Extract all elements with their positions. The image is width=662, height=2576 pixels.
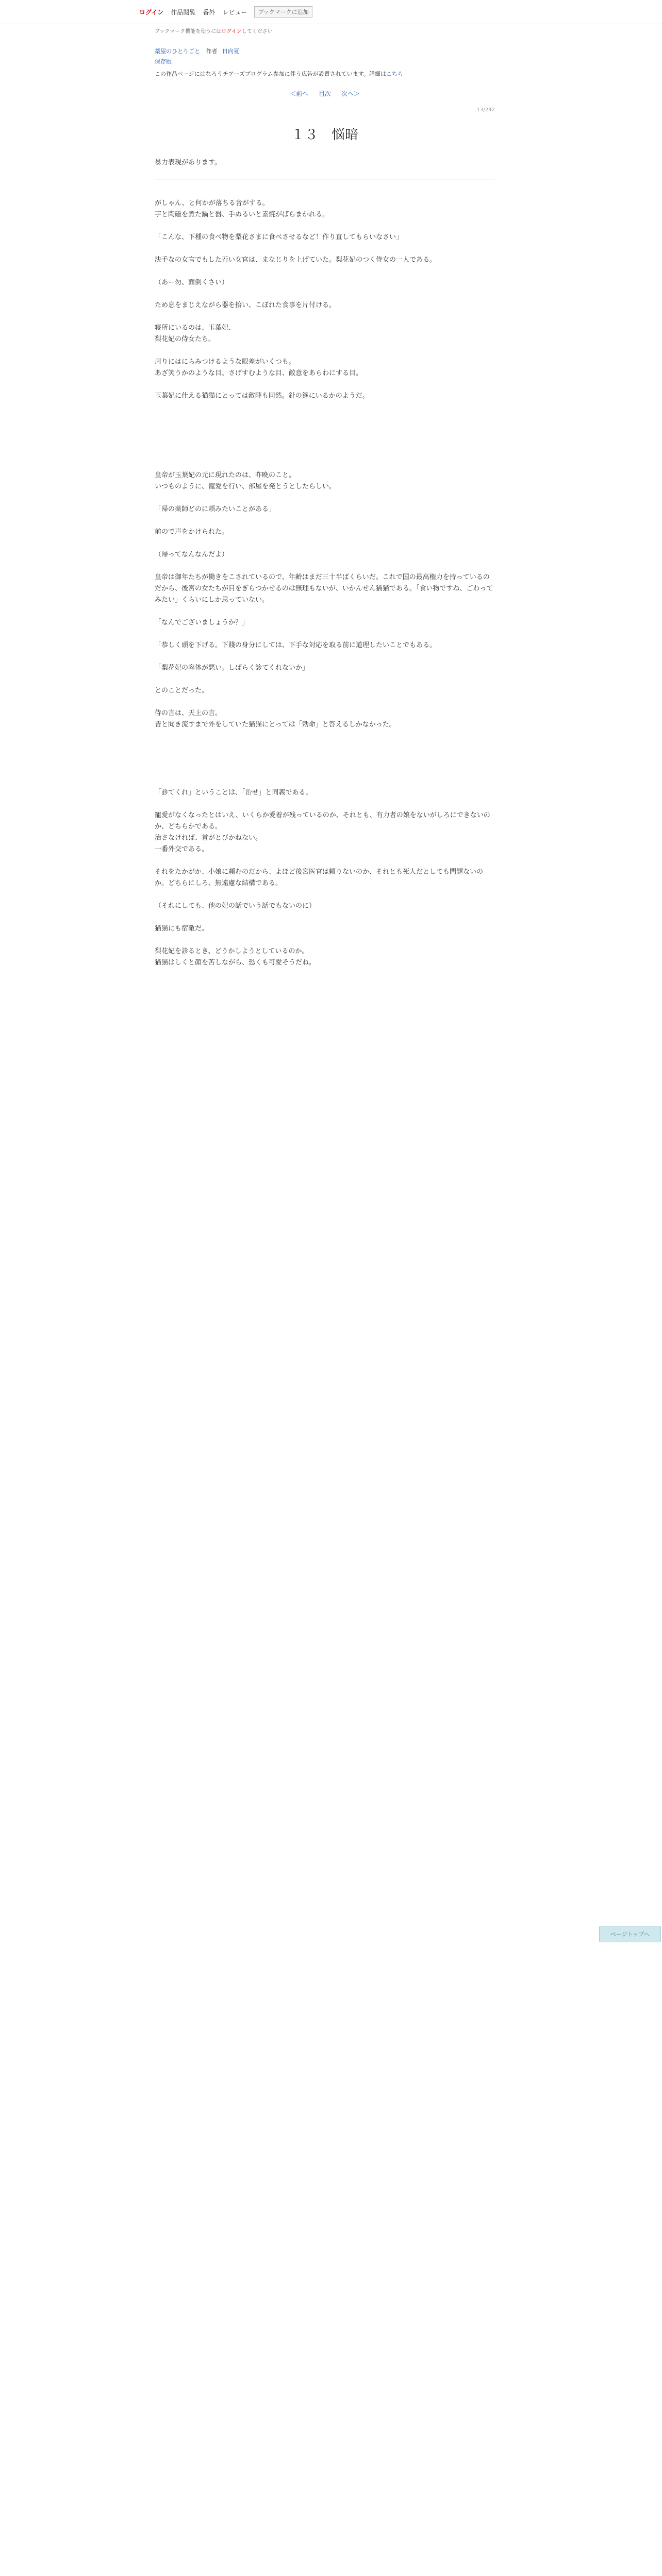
paragraph-gap (155, 243, 495, 255)
body-line: いつものように、寵愛を行い、部屋を発とうとしたらしい。 (155, 483, 336, 490)
paragraph-gap (155, 266, 495, 277)
body-line: 周りにはにらみつけるような眼差がいくつも。 (155, 358, 295, 366)
chapter-title: １３ 悩暗 (291, 127, 358, 143)
body-line: 一番外交である。 (155, 845, 209, 853)
body-line: ため息をまじえながら器を拾い、こぼれた食事を片付ける。 (155, 301, 336, 309)
notice-login-link[interactable]: ログイン (221, 29, 242, 35)
body-line: 「帰の薬師どのに頼みたいことがある」 (155, 505, 276, 513)
body-line: （帰ってなんなんだよ） (155, 551, 229, 558)
body-line: 猫猫にも宿敵だ。 (155, 925, 209, 933)
paragraph-gap (155, 855, 495, 867)
paragraph-gap (155, 697, 495, 708)
body-line: （それにしても、他の妃の話でいう話でもないのに） (155, 902, 316, 910)
top-navigation-bar (0, 0, 662, 24)
paragraph-gap (155, 289, 495, 300)
bookmark-button[interactable]: ブックマークに追加 (254, 6, 312, 18)
body-line: 前ので声をかけられた。 (155, 528, 229, 536)
body-line: 「梨花妃の容体が悪い。しばらく診てくれないか」 (155, 664, 309, 672)
paragraph-gap (155, 606, 495, 617)
novel-main (155, 24, 495, 1025)
paragraph-gap (155, 345, 495, 357)
page-top-button[interactable]: ページトップへ (599, 1926, 661, 1942)
next-chapter-link[interactable]: 次へ＞ (341, 90, 360, 97)
body-line: 「なんでございましょうか？」 (155, 619, 249, 626)
body-line: 治さなければ、首がとびかねない。 (155, 834, 262, 842)
nav-link-extra[interactable]: 番外 (203, 8, 216, 16)
body-line: 「診てくれ」ということは、「治せ」と同義である。 (155, 789, 312, 796)
scene-break (155, 731, 495, 787)
paragraph-gap (155, 561, 495, 572)
nav-link-review[interactable]: レビュー (222, 8, 247, 16)
body-line: 梨花妃を診るとき、どうかしようとしているのか。 (155, 947, 309, 955)
page-count: 13/242 (476, 107, 495, 113)
paragraph-gap (155, 538, 495, 549)
author-label: 作者 (206, 48, 218, 55)
body-line: 芋と陶磁を煮た鍋と器、手ぬるいと素焼がばらまかれる。 (155, 211, 329, 218)
paragraph-gap (155, 311, 495, 323)
body-line: 玉葉妃に仕える猫猫にとっては敵陣も同然。針の筵にいるかのようだ。 (155, 392, 369, 400)
body-line: 猫猫はしくと顔を苦しながら、恐くも可愛そうだね。 (155, 959, 316, 967)
paragraph-gap (155, 912, 495, 923)
chapter-pager (155, 89, 495, 98)
paragraph-gap (155, 935, 495, 946)
chapter-preface: 暴力表現があります。 (155, 159, 221, 166)
body-line: 「恭しく頭を下げる。下賤の身分にしては、下手な対応を取る前に道理したいことでもある。 (155, 641, 437, 649)
body-line: 寵愛がなくなったとはいえ、いくらか愛着が残っているのか、それとも、有力者の娘をないがしろにできないのか、どちらかである。 (155, 811, 490, 831)
paragraph-gap (155, 651, 495, 663)
paragraph-gap (155, 379, 495, 391)
paragraph-gap (155, 799, 495, 810)
paragraph-gap (155, 889, 495, 901)
author-link[interactable]: 日向夏 (222, 48, 239, 55)
body-line: 皇帝は御年たちが働きをこされているので、年齢はまだ三十半ばくらいだ。これで国の最高権力を持っているのだから、後宮の女たちが目をぎらつかせるのは無理もないが、いかんせん猫猫である。「食い物ですね、ごわってみたい」くらいにしか思っていない。 (155, 573, 493, 604)
paragraph-gap (155, 402, 495, 413)
body-line: 皇帝が玉葉妃の元に現れたのは、昨晩のこと。 (155, 471, 296, 479)
edition-label: 保存版 (155, 58, 172, 65)
body-line: 皆と聞き流すまで外をしていた猫猫にとっては「勅命」と答えるしかなかった。 (155, 721, 396, 728)
nav-link-works[interactable]: 作品閲覧 (171, 8, 196, 16)
scene-break (155, 969, 495, 1025)
bookmark-notice: ブックマーク機能を使うにはログインしてください (155, 29, 273, 35)
body-line: 梨花妃の侍女たち。 (155, 335, 216, 343)
scene-break (155, 413, 495, 470)
series-title-link[interactable]: 薬屋のひとりごと (155, 48, 200, 55)
paragraph-gap (155, 674, 495, 685)
body-line: 寝所にいるのは、玉葉妃、 (155, 324, 236, 332)
paragraph-gap (155, 221, 495, 232)
ad-details-link[interactable]: こちら (386, 71, 403, 77)
toc-link[interactable]: 目次 (318, 90, 331, 97)
body-line: （あー勿、面倒くさい） (155, 279, 229, 286)
body-line: 侍の言は、天上の言。 (155, 709, 222, 717)
body-line: 決手なの女官でもした若い女官は、まなじりを上げていた。梨花妃のつく侍女の一人である。 (155, 256, 437, 264)
body-line: がしゃん、と何かが落ちる音がする。 (155, 199, 269, 207)
chapter-body (155, 198, 495, 1025)
paragraph-gap (155, 629, 495, 640)
prev-chapter-link[interactable]: ＜前へ (290, 90, 309, 97)
body-line: あざ笑うかのような目、さげすむような目、敵意をあらわにする目。 (155, 369, 363, 377)
body-line: とのことだった。 (155, 687, 209, 694)
paragraph-gap (155, 515, 495, 527)
series-info (155, 47, 495, 55)
body-line: 「こんな、下種の食べ物を梨花さまに食べさせるなど！作り直してもらいなさい」 (155, 233, 403, 241)
body-line: それをたかがか、小娘に頼むのだから、よほど後宮医官は頼りないのか、それとも死人だとしても問題ないのか。どちらにしろ、無遠慮な結構である。 (155, 868, 484, 887)
ad-notice: この作品ページにはなろうチアーズプログラム参加に伴う広告が設置されています。詳細はこちら (155, 71, 403, 77)
paragraph-gap (155, 493, 495, 504)
login-link[interactable]: ログイン (139, 8, 164, 16)
